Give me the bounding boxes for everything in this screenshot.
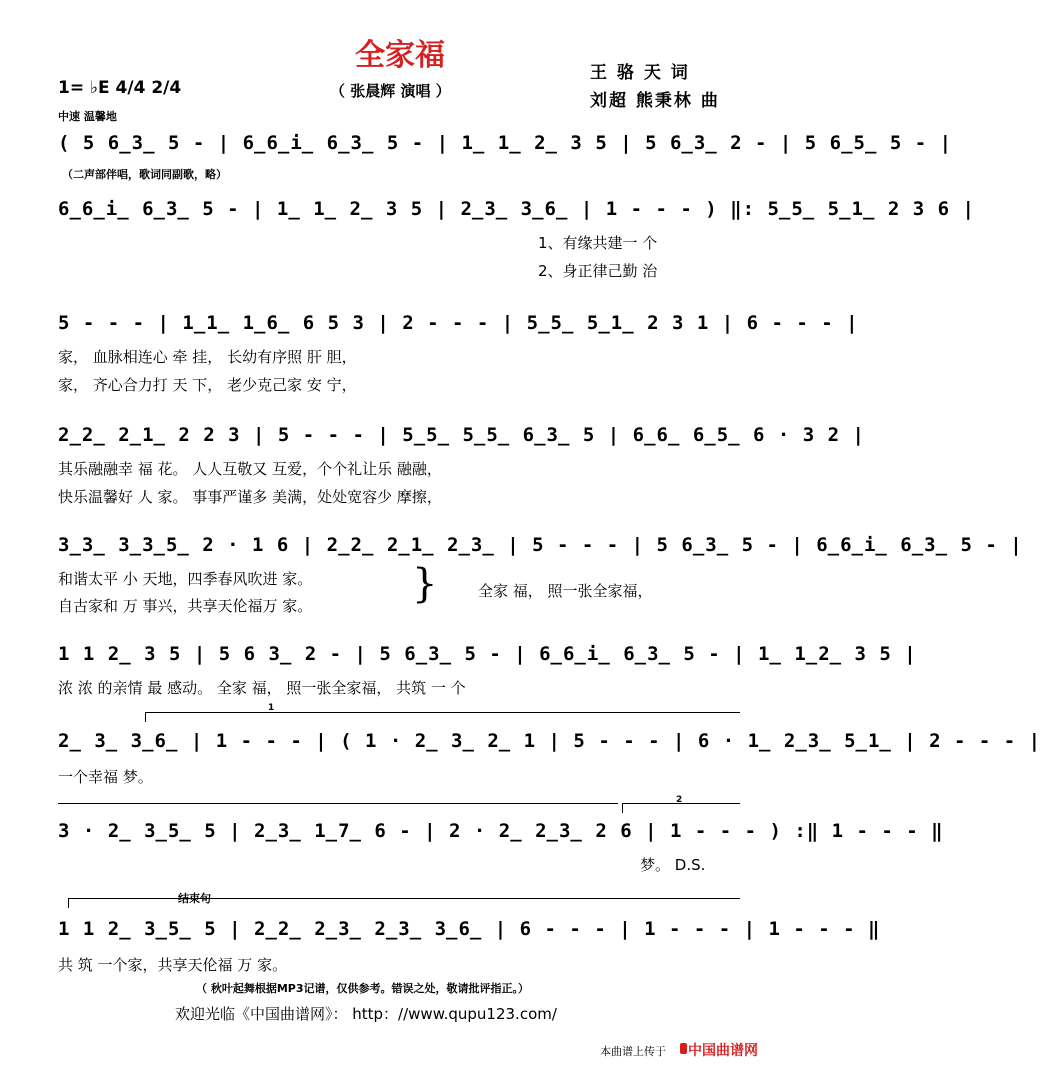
lyric-line: 梦。 D.S. — [640, 856, 706, 874]
upload-label: 本曲谱上传于 — [600, 1045, 666, 1058]
volta-2-label: 2 — [676, 795, 683, 805]
lyric-line: 快乐温馨好 人 家。 事事严谨多 美满，处处宽容少 摩擦， — [58, 488, 442, 506]
score-row-4: 2̲2̲ 2̲1̲ 2 2 3 | 5 - - - | 5̲5̲ 5̲5̲ 6̲3̲ 5 | 6̲6̲ 6̲5̲ 6 · 3 2 | — [58, 424, 865, 446]
volta-1-bracket — [145, 712, 740, 713]
lyric-line: 其乐融融幸 福 花。 人人互敬又 互爱，个个礼让乐 融融， — [58, 460, 442, 478]
score-row-3: 5 - - - | 1̲1̲ 1̲6̲ 6 5 3 | 2 - - - | 5̲5̲ 5̲1̲ 2 3 1 | 6 - - - | — [58, 312, 859, 334]
lyric-line: 共 筑 一个家，共享天伦福 万 家。 — [58, 956, 288, 974]
lyric-line: 和谐太平 小 天地，四季春风吹进 家。 — [58, 570, 313, 588]
transcription-note: （ 秋叶起舞根据MP3记谱，仅供参考。错误之处，敬请批评指正。） — [196, 982, 529, 995]
score-row-8: 3 · 2̲ 3̲5̲ 5 | 2̲3̲ 1̲7̲ 6 - | 2 · 2̲ 2̲3̲ 2 6 | 1 - - - ) :‖ 1 - - - ‖ — [58, 820, 944, 842]
chorus-lyric: 全家 福， 照一张全家福， — [478, 582, 653, 600]
ending-bracket — [68, 898, 740, 899]
site-logo-icon — [680, 1043, 687, 1054]
lyric-line: 家， 齐心合力打 天 下， 老少克己家 安 宁， — [58, 376, 357, 394]
accompaniment-note: （二声部伴唱，歌词同副歌，略） — [62, 168, 227, 181]
volta-1-continuation — [58, 803, 618, 804]
volta-1-label: 1 — [268, 703, 275, 713]
ending-tick — [68, 898, 69, 908]
composer-credit: 刘超 熊秉林 曲 — [590, 91, 720, 111]
lyric-line: 一个幸福 梦。 — [58, 768, 153, 786]
score-row-6: 1 1 2̲ 3 5 | 5 6 3̲ 2 - | 5 6̲3̲ 5 - | 6̲6̲i̲ 6̲3̲ 5 - | 1̲ 1̲2̲ 3 5 | — [58, 643, 917, 665]
lyric-line: 家， 血脉相连心 牵 挂， 长幼有序照 肝 胆， — [58, 348, 357, 366]
lyric-line: 自古家和 万 事兴，共享天伦福万 家。 — [58, 597, 313, 615]
lyric-line: 2、身正律己勤 治 — [538, 262, 658, 280]
ending-label: 结束句 — [178, 892, 211, 905]
song-title: 全家福 — [355, 38, 445, 73]
lyricist-credit: 王 骆 天 词 — [590, 63, 690, 83]
volta-2-tick — [622, 803, 623, 813]
lyric-line: 1、有缘共建一 个 — [538, 234, 658, 252]
singer-credit: （ 张晨辉 演唱 ） — [330, 82, 451, 100]
score-row-1: ( 5 6̲3̲ 5 - | 6̲6̲i̲ 6̲3̲ 5 - | 1̲ 1̲ 2̲ 3 5 | 5 6̲3̲ 2 - | 5 6̲5̲ 5 - | — [58, 132, 953, 154]
score-row-9: 1 1 2̲ 3̲5̲ 5 | 2̲2̲ 2̲3̲ 2̲3̲ 3̲6̲ | 6 - - - | 1 - - - | 1 - - - ‖ — [58, 918, 881, 940]
lyric-brace: } — [412, 561, 438, 607]
site-footer: 欢迎光临《中国曲谱网》： http：//www.qupu123.com/ — [175, 1005, 557, 1023]
tempo-marking: 中速 温馨地 — [58, 110, 117, 123]
key-signature: 1= ♭E 4/4 2/4 — [58, 78, 182, 98]
lyric-line: 浓 浓 的亲情 最 感动。 全家 福， 照一张全家福， 共筑 一 个 — [58, 679, 466, 697]
site-logo: 中国曲谱网 — [688, 1043, 758, 1059]
score-row-5: 3̲3̲ 3̲3̲5̲ 2 · 1 6 | 2̲2̲ 2̲1̲ 2̲3̲ | 5 - - - | 5 6̲3̲ 5 - | 6̲6̲i̲ 6̲3̲ 5 - | — [58, 534, 1023, 556]
score-row-7: 2̲ 3̲ 3̲6̲ | 1 - - - | ( 1 · 2̲ 3̲ 2̲ 1 | 5 - - - | 6 · 1̲ 2̲3̲ 5̲1̲ | 2 - - - | — [58, 730, 1041, 752]
score-row-2: 6̲6̲i̲ 6̲3̲ 5 - | 1̲ 1̲ 2̲ 3 5 | 2̲3̲ 3̲6̲ | 1 - - - ) ‖: 5̲5̲ 5̲1̲ 2 3 6 | — [58, 198, 975, 220]
volta-1-tick — [145, 712, 146, 722]
